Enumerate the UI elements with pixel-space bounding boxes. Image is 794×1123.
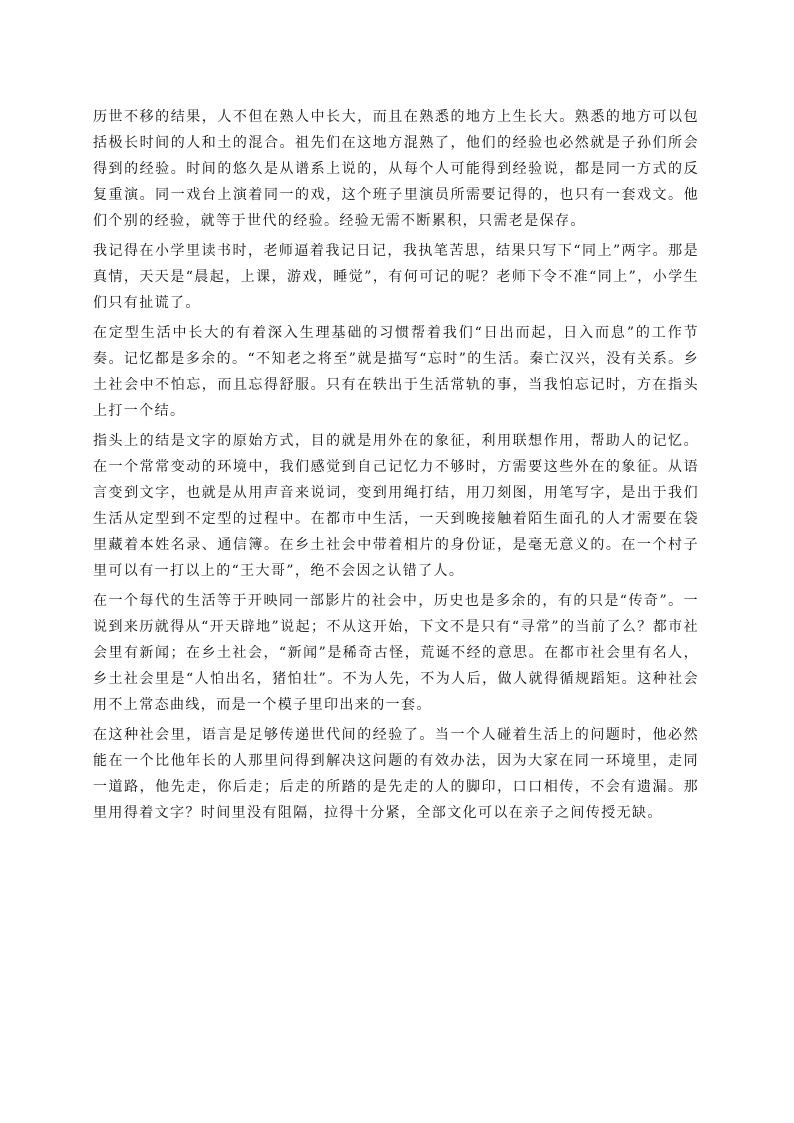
paragraph: 我记得在小学里读书时，老师逼着我记日记，我执笔苦思，结果只写下“同上”两字。那是真情，天天是“晨起，上课，游戏，睡觉”，有何可记的呢？老师下令不准“同上”，小学生们只有扯谎了。 <box>93 243 699 311</box>
paragraph: 在定型生活中长大的有着深入生理基础的习惯帮着我们“日出而起，日入而息”的工作节奏。记忆都是多余的。“不知老之将至”就是描写“忘时”的生活。秦亡汉兴，没有关系。乡土社会中不怕忘，而且忘得舒服。只有在轶出于生活常轨的事，当我怕忘记时，方在指头上打一个结。 <box>93 325 699 419</box>
document-body <box>93 104 699 830</box>
paragraph: 指头上的结是文字的原始方式，目的就是用外在的象征，利用联想作用，帮助人的记忆。在一个常常变动的环境中，我们感觉到自己记忆力不够时，方需要这些外在的象征。从语言变到文字，也就是从用声音来说词，变到用绳打结，用刀刻图，用笔写字，是出于我们生活从定型到不定型的过程中。在都市中生活，一天到晚接触着陌生面孔的人才需要在袋里藏着本姓名录、通信簿。在乡土社会中带着相片的身份证，是毫无意义的。在一个村子里可以有一打以上的“王大哥”，绝不会因之认错了人。 <box>93 433 699 579</box>
paragraph: 在这种社会里，语言是足够传递世代间的经验了。当一个人碰着生活上的问题时，他必然能在一个比他年长的人那里问得到解决这问题的有效办法，因为大家在同一环境里，走同一道路，他先走，你后走；后走的所踏的是先走的人的脚印，口口相传，不会有遗漏。那里用得着文字？时间里没有阻隔，拉得十分紧，全部文化可以在亲子之间传授无缺。 <box>93 727 699 821</box>
paragraph: 在一个每代的生活等于开映同一部影片的社会中，历史也是多余的，有的只是“传奇”。一说到来历就得从“开天辟地”说起；不从这开始，下文不是只有“寻常”的当前了么？都市社会里有新闻；在乡土社会，“新闻”是稀奇古怪，荒诞不经的意思。在都市社会里有名人，乡土社会里是“人怕出名，猪怕壮”。不为人先，不为人后，做人就得循规蹈矩。这种社会用不上常态曲线，而是一个模子里印出来的一套。 <box>93 593 699 713</box>
paragraph: 历世不移的结果，人不但在熟人中长大，而且在熟悉的地方上生长大。熟悉的地方可以包括极长时间的人和土的混合。祖先们在这地方混熟了，他们的经验也必然就是子孙们所会得到的经验。时间的悠久是从谱系上说的，从每个人可能得到经验说，都是同一方式的反复重演。同一戏台上演着同一的戏，这个班子里演员所需要记得的，也只有一套戏文。他们个别的经验，就等于世代的经验。经验无需不断累积，只需老是保存。 <box>93 109 699 229</box>
